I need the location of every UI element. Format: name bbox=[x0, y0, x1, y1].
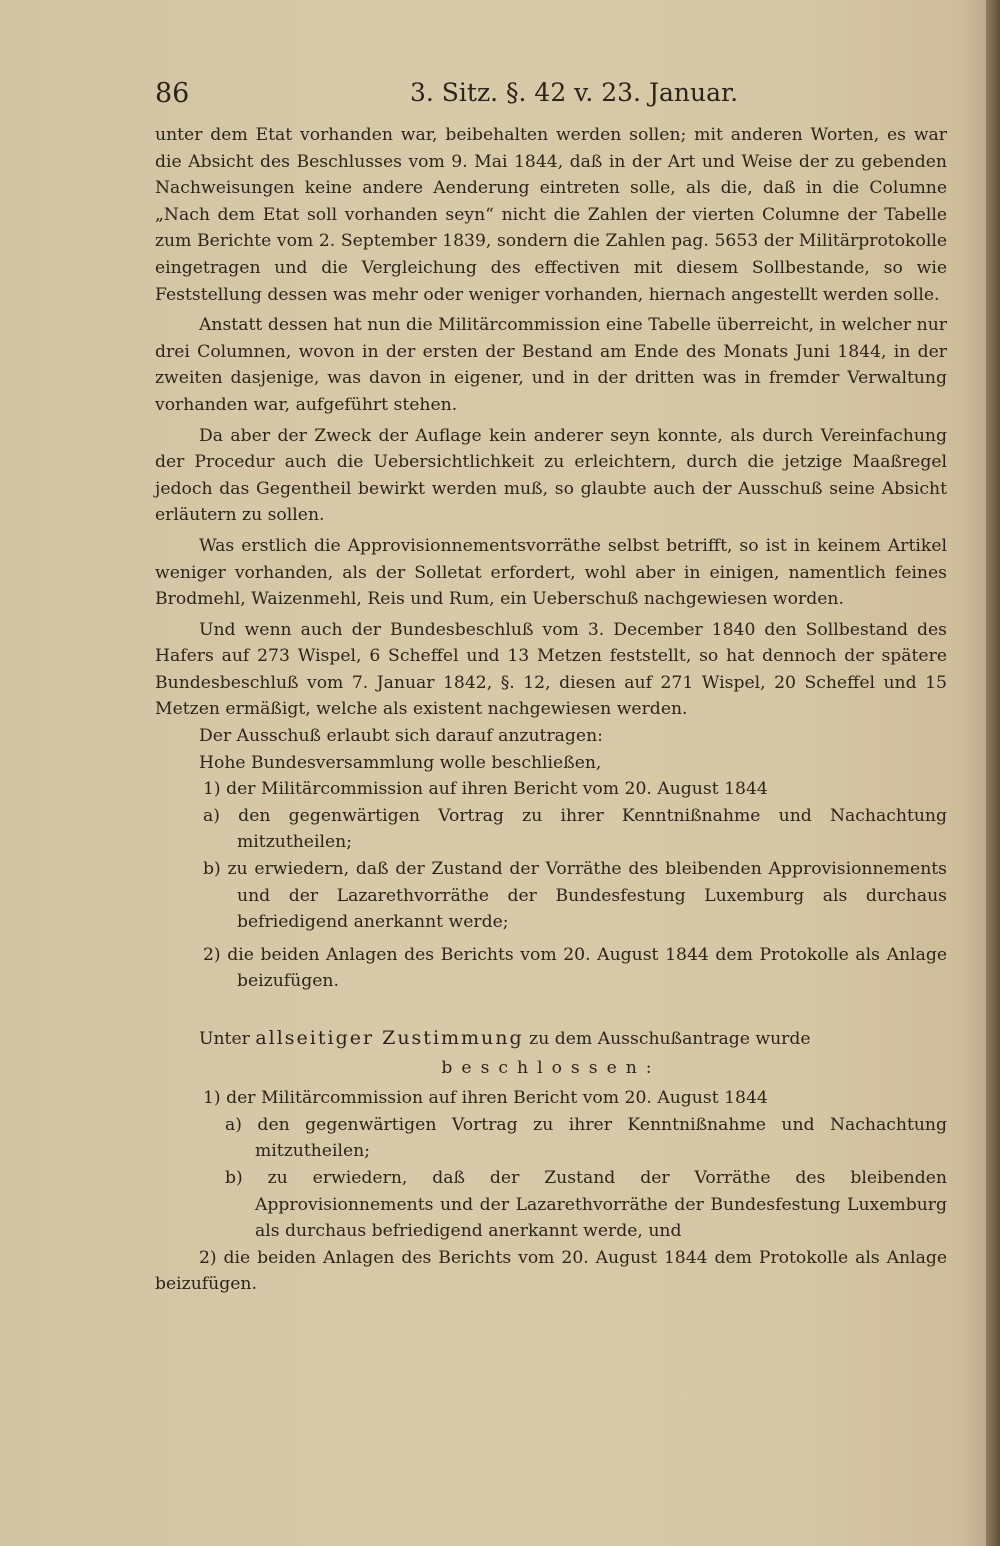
resolution-intro-post: zu dem Ausschußantrage wurde bbox=[529, 1029, 811, 1049]
resolution-intro-pre: Unter bbox=[199, 1029, 250, 1049]
proposal-item-2: 2) die beiden Anlagen des Berichts vom 20. August 1844 dem Protokolle als Anlage beizufügen. bbox=[203, 944, 947, 992]
running-head: 3. Sitz. §. 42 v. 23. Januar. bbox=[410, 78, 739, 107]
resolution-item-2: 2) die beiden Anlagen des Berichts vom 20. August 1844 dem Protokolle als Anlage beizufügen. bbox=[155, 1247, 947, 1295]
body-text bbox=[155, 122, 947, 1298]
resolution-item-1: 1) der Militärcommission auf ihren Bericht vom 20. August 1844 bbox=[203, 1088, 768, 1109]
paragraph-1: unter dem Etat vorhanden war, beibehalten werden sollen; mit anderen Worten, es war die Absicht des Beschlusses vom 9. Mai 1844, daß in der Art und Weise der zu gebenden Nachweisungen keine andere Aenderung eintreten solle, als die, daß in die Columne „Nach dem Etat soll vorhanden seyn“ nicht die Zahlen der vierten Columne der Tabelle zum Berichte vom 2. September 1839, sondern die Zahlen pag. 5653 der Militärprotokolle eingetragen und die Vergleichung des effectiven mit diesem Sollbestande, so wie Feststellung dessen was mehr oder weniger vorhanden, hiernach angestellt werden solle. bbox=[155, 125, 947, 305]
proposal-item-1b: b) zu erwiedern, daß der Zustand der Vorräthe des bleibenden Approvisionnements und der Lazarethvorräthe der Bundesfestung Luxemburg als durchaus befriedigend anerkannt werde; bbox=[203, 859, 947, 933]
resolution-heading: beschlossen: bbox=[441, 1057, 661, 1078]
paragraph-3: Da aber der Zweck der Auflage kein anderer seyn konnte, als durch Vereinfachung der Procedur auch die Uebersichtlichkeit zu erleichtern, durch die jetzige Maaßregel jedoch das Gegentheil bewirkt werden muß, so glaubte auch der Ausschuß seine Absicht erläutern zu sollen. bbox=[155, 425, 947, 526]
resolution-intro bbox=[155, 1025, 947, 1053]
resolution-intro-spaced: allseitiger Zustimmung bbox=[255, 1027, 524, 1049]
page-number: 86 bbox=[155, 78, 190, 109]
resolution-item-1a: a) den gegenwärtigen Vortrag zu ihrer Kenntnißnahme und Nachachtung mitzutheilen; bbox=[225, 1114, 947, 1162]
resolution-item-1b: b) zu erwiedern, daß der Zustand der Vorräthe des bleibenden Approvisionnements und der Lazarethvorräthe der Bundesfestung Luxemburg als durchaus befriedigend anerkannt werde, und bbox=[225, 1167, 947, 1242]
motion-formula: Hohe Bundesversammlung wolle beschließen, bbox=[199, 752, 602, 773]
paragraph-5: Und wenn auch der Bundesbeschluß vom 3. December 1840 den Sollbestand des Hafers auf 273 Wispel, 6 Scheffel und 13 Metzen feststellt, so hat dennoch der spätere Bundesbeschluß vom 7. Januar 1842, §. 12, diesen auf 271 Wispel, 20 Scheffel und 15 Metzen ermäßigt, welche als existent nachgewiesen werden. bbox=[155, 619, 947, 720]
page-edge bbox=[986, 0, 1000, 1546]
paragraph-4: Was erstlich die Approvisionnementsvorräthe selbst betrifft, so ist in keinem Artikel weniger vorhanden, als der Solletat erfordert, wohl aber in einigen, namentlich feines Brodmehl, Waizenmehl, Reis und Rum, ein Ueberschuß nachgewiesen worden. bbox=[155, 535, 947, 610]
page-header bbox=[155, 78, 855, 118]
paragraph-2: Anstatt dessen hat nun die Militärcommission eine Tabelle überreicht, in welcher nur drei Columnen, wovon in der ersten der Bestand am Ende des Monats Juni 1844, in der zweiten dasjenige, was davon in eigener, und in der dritten was in fremder Verwaltung vorhanden war, aufgeführt stehen. bbox=[155, 315, 947, 415]
proposal-item-1: 1) der Militärcommission auf ihren Bericht vom 20. August 1844 bbox=[203, 779, 768, 800]
motion-intro: Der Ausschuß erlaubt sich darauf anzutragen: bbox=[199, 726, 603, 747]
proposal-item-1a: a) den gegenwärtigen Vortrag zu ihrer Kenntnißnahme und Nachachtung mitzutheilen; bbox=[203, 805, 947, 853]
